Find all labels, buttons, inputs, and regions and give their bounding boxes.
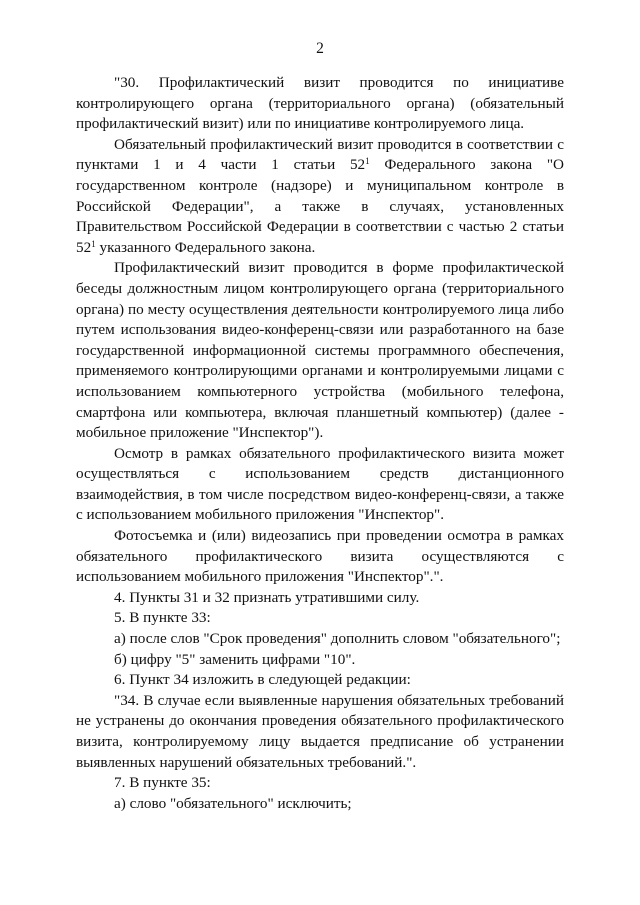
paragraph-item-7a: а) слово "обязательного" исключить;	[114, 794, 352, 812]
paragraph-visit-form: Профилактический визит проводится в форме профилактической беседы должностным лицом контролирующего органа (территориального органа) по месту осуществления деятельности контролируемого лица либо путем использования видео-конференц-связи или разработанного на базе государственной информационной системы программного обеспечения, применяемого контролирующими органами и контролируемыми лицами с использованием компьютерного устройства (мобильного телефона, смартфона или компьютера, включая планшетный компьютер) (далее - мобильное приложение "Инспектор").	[76, 259, 564, 442]
paragraph-item-4: 4. Пункты 31 и 32 признать утратившими силу.	[114, 588, 420, 606]
paragraph-inspection: Осмотр в рамках обязательного профилактического визита может осуществляться с использованием средств дистанционного взаимодействия, в том числе посредством видео-конференц-связи, а также с использованием мобильного приложения "Инспектор".	[76, 444, 564, 524]
page-number: 2	[316, 40, 324, 57]
paragraph-34: "34. В случае если выявленные нарушения обязательных требований не устранены до окончания проведения обязательного профилактического визита, контролируемому лицу выдается предписание об устранении выявленных нарушений обязательных требований.".	[76, 691, 564, 771]
superscript: 1	[91, 238, 96, 249]
paragraph-item-5: 5. В пункте 33:	[114, 609, 211, 627]
paragraph-item-5a: а) после слов "Срок проведения" дополнить словом "обязательного";	[114, 630, 561, 648]
paragraph-photo-video: Фотосъемка и (или) видеозапись при проведении осмотра в рамках обязательного профилактического визита осуществляются с использованием мобильного приложения "Инспектор".".	[76, 527, 564, 586]
paragraph-item-7: 7. В пункте 35:	[114, 774, 211, 792]
text-segment: Обязательный профилактический визит проводится в соответствии с пунктами 1 и 4 части 1 статьи 52	[76, 135, 564, 174]
text-segment: указанного Федерального закона.	[95, 238, 316, 256]
text-segment: Федерального закона "О государственном контроле (надзоре) и муниципальном контроле в Российской Федерации", а также в случаях, установленных Правительством Российской Федерации в соответствии с частью 2 статьи 52	[76, 156, 565, 256]
superscript: 1	[365, 156, 370, 167]
paragraph-mandatory-visit	[76, 135, 564, 259]
document-body	[76, 73, 564, 814]
paragraph-item-5b: б) цифру "5" заменить цифрами "10".	[114, 650, 356, 668]
paragraph-30: "30. Профилактический визит проводится по инициативе контролирующего органа (территориального органа) (обязательный профилактический визит) или по инициативе контролируемого лица.	[76, 74, 564, 133]
paragraph-item-6: 6. Пункт 34 изложить в следующей редакции:	[114, 671, 411, 689]
